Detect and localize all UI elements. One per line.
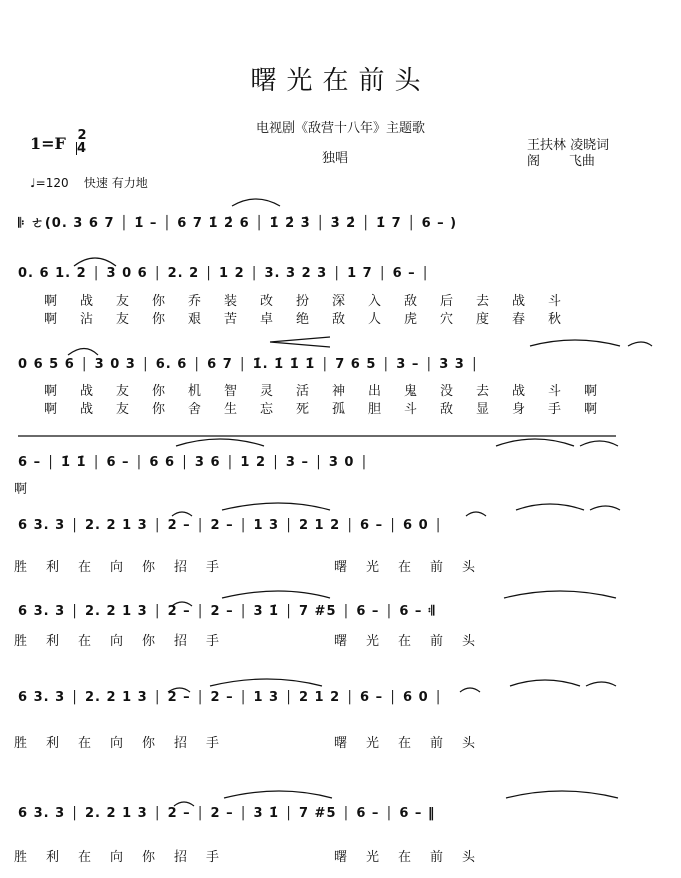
lyric-syllable: 战	[512, 384, 526, 399]
slur	[530, 340, 620, 346]
lyric-syllable: 利	[46, 850, 60, 865]
lyric-line	[44, 380, 620, 399]
lyric-line	[44, 308, 584, 327]
lyric-syllable: 神	[332, 384, 346, 399]
lyric-syllable: 你	[142, 850, 156, 865]
slur	[580, 441, 618, 446]
lyric-syllable: 艰	[188, 312, 202, 327]
lyric-syllable: 友	[116, 312, 130, 327]
lyric-syllable: 在	[78, 736, 92, 751]
lyric-line	[14, 630, 494, 649]
slur	[506, 791, 618, 798]
lyric-syllable: 你	[152, 312, 166, 327]
lyric-syllable: 敌	[332, 312, 346, 327]
lyric-syllable: 曙	[334, 850, 348, 865]
lyric-syllable: 去	[476, 294, 490, 309]
lyric-syllable: 去	[476, 384, 490, 399]
lyric-syllable: 啊	[44, 384, 58, 399]
performance-type: 独唱	[322, 151, 349, 166]
lyric-syllable: 扮	[296, 294, 310, 309]
lyric-syllable: 生	[224, 402, 238, 417]
lyric-syllable: 秋	[548, 312, 562, 327]
lyric-line	[14, 846, 494, 865]
lyric-syllable: 出	[368, 384, 382, 399]
slur	[224, 791, 332, 798]
lyric-syllable: 向	[110, 850, 124, 865]
lyric-syllable: 招	[174, 850, 188, 865]
lyric-syllable: 你	[142, 560, 156, 575]
lyric-line	[44, 398, 620, 417]
notation-line: 0. 6 1. 2 │ 3 0 6 │ 2. 2 │ 1 2 │ 3. 3 2 3 │ 1 7 │ 6 – │	[18, 266, 431, 281]
lyric-syllable: 敌	[404, 294, 418, 309]
lyric-syllable: 深	[332, 294, 346, 309]
lyric-syllable: 光	[366, 634, 380, 649]
lyric-line	[14, 478, 50, 497]
lyric-syllable: 战	[80, 294, 94, 309]
lyric-syllable: 在	[78, 850, 92, 865]
lyric-syllable: 战	[80, 384, 94, 399]
lyric-syllable: 在	[398, 634, 412, 649]
lyric-syllable: 身	[512, 402, 526, 417]
lyric-syllable: 智	[224, 384, 238, 399]
lyric-syllable: 度	[476, 312, 490, 327]
lyric-syllable: 战	[512, 294, 526, 309]
lyric-syllable: 啊	[44, 294, 58, 309]
lyric-syllable: 前	[430, 560, 444, 575]
composer-credit: 阁 飞曲	[527, 154, 595, 169]
lyric-syllable: 后	[440, 294, 454, 309]
lyric-syllable: 虎	[404, 312, 418, 327]
lyric-syllable: 斗	[548, 294, 562, 309]
slur	[586, 682, 616, 686]
lyric-syllable: 改	[260, 294, 274, 309]
slur	[628, 342, 652, 346]
lyric-syllable: 头	[462, 634, 476, 649]
lyric-syllable: 前	[430, 850, 444, 865]
notation-line: 6 3. 3 │ 2. 2 1 3 │ 2 – │ 2 – │ 3 1̇ │ 7 #5 │ 6 – │ 6 – ‖	[18, 806, 436, 821]
lyric-syllable: 胜	[14, 850, 28, 865]
lyric-syllable: 友	[116, 402, 130, 417]
lyric-line	[44, 290, 584, 309]
lyric-syllable: 头	[462, 736, 476, 751]
slur	[176, 439, 264, 446]
slur	[172, 512, 192, 516]
notation-line: 6 3. 3 │ 2. 2 1 3 │ 2 – │ 2 – │ 3 1̇ │ 7 #5 │ 6 – │ 6 – 𝄇	[18, 604, 436, 619]
lyric-syllable: 胜	[14, 634, 28, 649]
lyric-syllable: 曙	[334, 736, 348, 751]
lyric-syllable: 人	[368, 312, 382, 327]
lyric-syllable: 光	[366, 736, 380, 751]
lyric-syllable: 光	[366, 850, 380, 865]
meter-top: 2	[77, 128, 87, 143]
lyric-syllable: 利	[46, 634, 60, 649]
lyric-syllable: 在	[398, 850, 412, 865]
lyric-syllable: 死	[296, 402, 310, 417]
lyric-syllable: 你	[142, 736, 156, 751]
lyric-syllable: 你	[152, 402, 166, 417]
lyric-syllable: 啊	[14, 482, 28, 497]
lyric-syllable: 啊	[44, 402, 58, 417]
lyric-syllable: 你	[152, 294, 166, 309]
lyric-syllable: 战	[80, 402, 94, 417]
lyric-syllable: 你	[152, 384, 166, 399]
lyric-syllable: 孤	[332, 402, 346, 417]
song-subtitle: 电视剧《敌营十八年》主题歌	[255, 121, 425, 136]
lyric-syllable: 忘	[260, 402, 274, 417]
lyric-syllable: 沾	[80, 312, 94, 327]
slur	[232, 199, 280, 206]
lyric-syllable: 招	[174, 736, 188, 751]
lyric-syllable: 春	[512, 312, 526, 327]
lyric-syllable: 在	[398, 736, 412, 751]
lyric-syllable: 向	[110, 736, 124, 751]
lyric-syllable: 入	[368, 294, 382, 309]
lyric-syllable: 手	[206, 634, 220, 649]
lyric-syllable: 绝	[296, 312, 310, 327]
lyric-syllable: 卓	[260, 312, 274, 327]
lyric-syllable: 友	[116, 384, 130, 399]
lyric-syllable: 曙	[334, 634, 348, 649]
lyric-syllable: 敌	[440, 402, 454, 417]
lyric-syllable: 手	[206, 736, 220, 751]
lyric-syllable: 向	[110, 560, 124, 575]
lyric-syllable: 向	[110, 634, 124, 649]
slur	[222, 503, 330, 510]
lyric-syllable: 在	[78, 560, 92, 575]
lyric-syllable: 乔	[188, 294, 202, 309]
lyric-syllable: 你	[142, 634, 156, 649]
crescendo	[270, 337, 330, 347]
lyric-syllable: 斗	[548, 384, 562, 399]
key-signature: 1=F	[30, 134, 66, 153]
lyric-syllable: 苦	[224, 312, 238, 327]
lyric-syllable: 没	[440, 384, 454, 399]
notation-line: 6 – │ 1̇ 1̇ │ 6 – │ 6 6 │ 3 6 │ 1 2 │ 3 – │ 3 0 │	[18, 455, 369, 470]
lyric-syllable: 装	[224, 294, 238, 309]
lyric-syllable: 友	[116, 294, 130, 309]
lyric-syllable: 啊	[584, 384, 598, 399]
slur	[222, 591, 330, 598]
tempo-marking	[30, 174, 148, 191]
lyric-syllable: 光	[366, 560, 380, 575]
lyric-syllable: 鬼	[404, 384, 418, 399]
notation-line: 𝄆 ㄜ(0. 3 6 7 │ 1̇ – │ 6 7 1̇ 2̇ 6 │ 1̇ 2̇ 3̇ │ 3̇ 2̇ │ 1̇ 7 │ 6 – )	[18, 216, 458, 231]
slur	[466, 512, 486, 516]
lyric-syllable: 手	[206, 560, 220, 575]
lyric-syllable: 招	[174, 634, 188, 649]
lyric-syllable: 斗	[404, 402, 418, 417]
song-title: 曙光在前头	[250, 66, 431, 96]
lyric-line	[14, 732, 494, 751]
lyric-syllable: 机	[188, 384, 202, 399]
lyric-syllable: 在	[398, 560, 412, 575]
lyric-syllable: 啊	[44, 312, 58, 327]
lyric-syllable: 前	[430, 736, 444, 751]
slur	[504, 591, 616, 598]
slur	[590, 506, 620, 510]
lyricist-credit: 王扶林 凌晓词	[527, 138, 610, 153]
lyric-syllable: 在	[78, 634, 92, 649]
lyric-syllable: 利	[46, 560, 60, 575]
lyric-syllable: 利	[46, 736, 60, 751]
notation-line: 6 3. 3 │ 2. 2 1 3 │ 2 – │ 2 – │ 1 3 │ 2 1 2 │ 6 – │ 6 0 │	[18, 690, 443, 705]
lyric-syllable: 啊	[584, 402, 598, 417]
notation-line: 0 6 5 6 │ 3 0 3 │ 6. 6 │ 6 7 │ 1̇. 1̇ 1̇ 1̇ │ 7 6 5 │ 3 – │ 3 3 │	[18, 357, 480, 372]
slur	[210, 679, 322, 686]
lyric-syllable: 胜	[14, 560, 28, 575]
lyric-syllable: 头	[462, 560, 476, 575]
lyric-syllable: 手	[548, 402, 562, 417]
lyric-syllable: 活	[296, 384, 310, 399]
slur	[516, 504, 584, 510]
lyric-syllable: 前	[430, 634, 444, 649]
notation-line: 6 3. 3 │ 2. 2 1 3 │ 2 – │ 2 – │ 1 3 │ 2 1 2 │ 6 – │ 6 0 │	[18, 518, 443, 533]
lyric-syllable: 穴	[440, 312, 454, 327]
lyric-syllable: 显	[476, 402, 490, 417]
slur	[68, 349, 98, 356]
lyric-syllable: 招	[174, 560, 188, 575]
time-signature	[76, 128, 88, 156]
tempo-text: 快速 有力地	[83, 176, 148, 190]
metronome-mark: ♩=120	[30, 176, 69, 190]
credits	[527, 138, 609, 170]
lyric-syllable: 胆	[368, 402, 382, 417]
meter-bottom: 4	[77, 141, 87, 156]
slur	[74, 258, 116, 266]
slur	[496, 439, 574, 446]
lyric-line	[14, 556, 494, 575]
lyric-syllable: 舍	[188, 402, 202, 417]
slur	[510, 680, 580, 686]
lyric-syllable: 手	[206, 850, 220, 865]
lyric-syllable: 胜	[14, 736, 28, 751]
lyric-syllable: 灵	[260, 384, 274, 399]
lyric-syllable: 曙	[334, 560, 348, 575]
lyric-syllable: 头	[462, 850, 476, 865]
